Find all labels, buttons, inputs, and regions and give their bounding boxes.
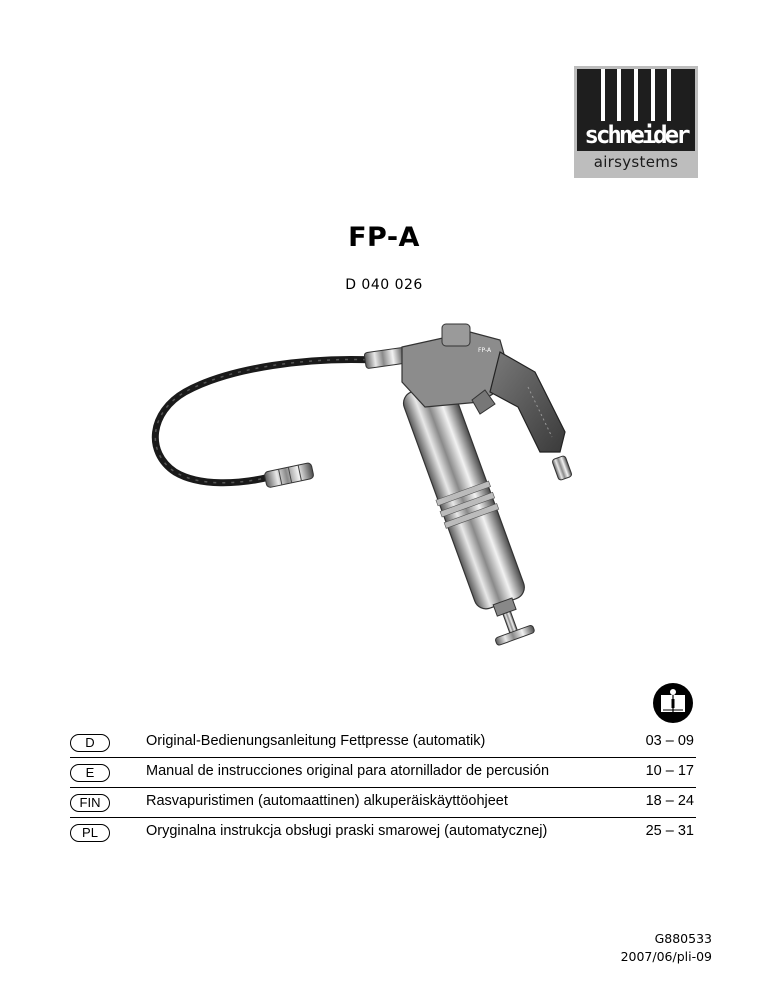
toc-row-pl[interactable] [70,818,696,847]
toc-title: Rasvapuristimen (automaattinen) alkuperäiskäyttöohjeet [146,793,508,809]
part-number: D 040 026 [345,277,423,293]
toc-row-e[interactable] [70,758,696,788]
toc-row-fin[interactable] [70,788,696,818]
logo-wordmark: schneider [584,121,688,149]
language-badge: D [70,734,110,752]
svg-text:FP-A: FP-A [478,347,492,354]
brand-logo [574,66,698,178]
document-id: G880533 [654,931,712,946]
toc-title: Original-Bedienungsanleitung Fettpresse (automatik) [146,733,486,749]
language-badge: FIN [70,794,110,812]
logo-tagline: airsystems [593,153,679,171]
toc-pages: 03 – 09 [645,733,694,749]
read-manual-icon [652,682,694,724]
toc-title: Oryginalna instrukcja obsługi praski smarowej (automatycznej) [146,823,548,839]
toc-row-d[interactable] [70,728,696,758]
toc-pages: 10 – 17 [645,763,694,779]
toc-pages: 18 – 24 [645,793,694,809]
document-revision: 2007/06/pli-09 [620,949,712,964]
logo-dark-panel [577,69,695,151]
page-title: FP-A [348,222,420,253]
grease-gun-image [140,312,590,652]
language-badge: E [70,764,110,782]
language-badge: PL [70,824,110,842]
toc-pages: 25 – 31 [645,823,694,839]
language-table [70,728,696,847]
toc-title: Manual de instrucciones original para atornillador de percusión [146,763,550,779]
document-footer [621,930,712,966]
